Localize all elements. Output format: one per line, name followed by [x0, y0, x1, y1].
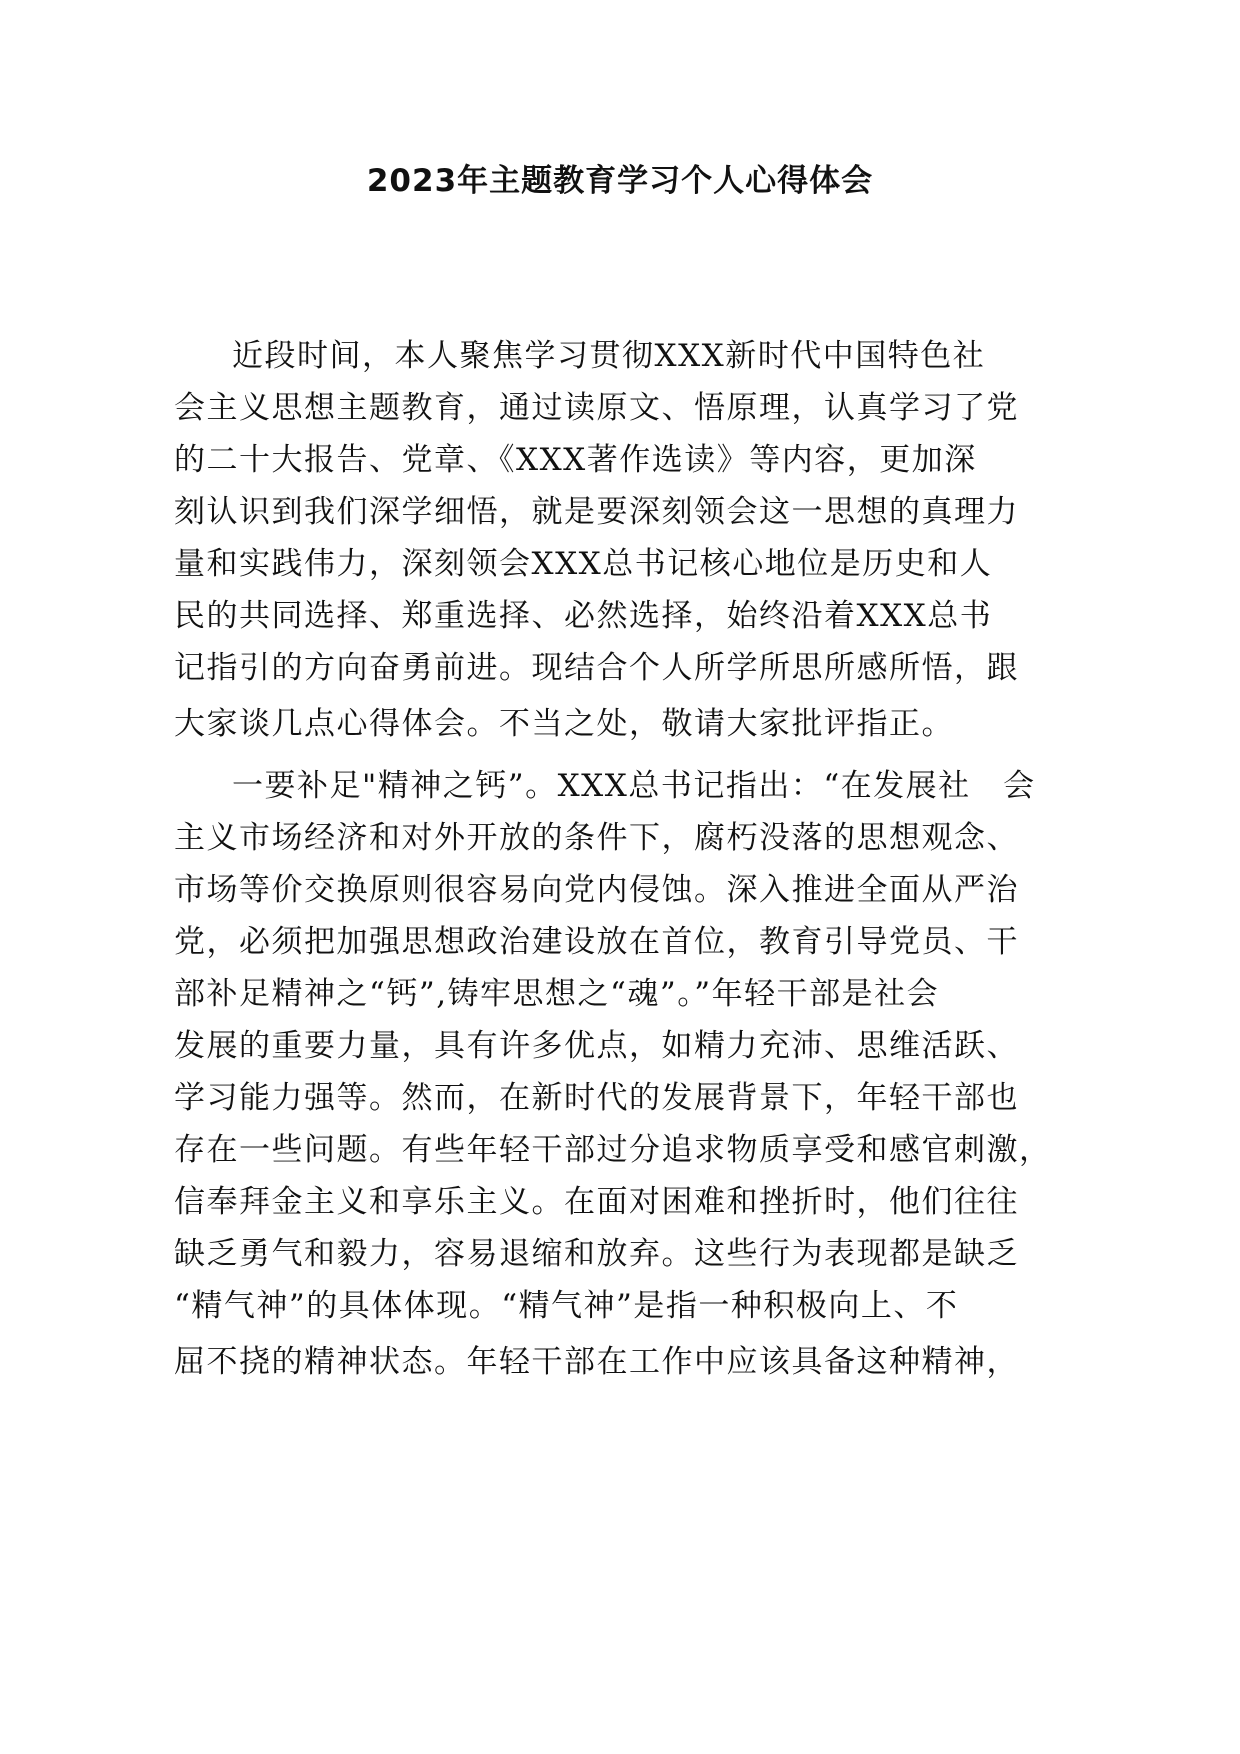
paragraph-2-line: 屈不挠的精神状态。年轻干部在工作中应该具备这种精神，	[174, 1344, 1019, 1380]
paragraph-2-line: 党，必须把加强思想政治建设放在首位，教育引导党员、干	[174, 924, 1019, 960]
paragraph-2-line: 发展的重要力量，具有许多优点，如精力充沛、思维活跃、	[174, 1028, 1019, 1064]
paragraph-2-line: 信奉拜金主义和享乐主义。在面对困难和挫折时，他们往往	[174, 1184, 1019, 1220]
paragraph-2-line: “精气神”的具体体现。“精气神”是指一种积极向上、不	[174, 1288, 959, 1324]
paragraph-2-line: 学习能力强等。然而，在新时代的发展背景下，年轻干部也	[174, 1080, 1019, 1116]
paragraph-1-line: 的二十大报告、党章、《XXX著作选读》等内容，更加深	[174, 442, 977, 478]
paragraph-2-line: 市场等价交换原则很容易向党内侵蚀。深入推进全面从严治	[174, 872, 1019, 908]
paragraph-2-line: 存在一些问题。有些年轻干部过分追求物质享受和感官刺激，	[174, 1132, 1052, 1168]
paragraph-1-line: 民的共同选择、郑重选择、必然选择，始终沿着XXX总书	[174, 598, 993, 634]
paragraph-2-line: 一要补足"精神之钙”。XXX总书记指出：“在发展社 会	[232, 768, 1036, 804]
paragraph-2-line: 缺乏勇气和毅力，容易退缩和放弃。这些行为表现都是缺乏	[174, 1236, 1019, 1272]
paragraph-1-line: 记指引的方向奋勇前进。现结合个人所学所思所感所悟，跟	[174, 650, 1019, 686]
paragraph-2-line: 主义市场经济和对外开放的条件下，腐朽没落的思想观念、	[174, 820, 1019, 856]
paragraph-1-line: 刻认识到我们深学细悟，就是要深刻领会这一思想的真理力	[174, 494, 1019, 530]
paragraph-1-line: 量和实践伟力，深刻领会XXX总书记核心地位是历史和人	[174, 546, 993, 582]
paragraph-1-line: 大家谈几点心得体会。不当之处，敬请大家批评指正。	[174, 706, 954, 742]
paragraph-1-line: 会主义思想主题教育，通过读原文、悟原理，认真学习了党	[174, 390, 1019, 426]
paragraph-1-line: 近段时间，本人聚焦学习贯彻XXX新时代中国特色社	[232, 338, 986, 374]
document-title: 2023年主题教育学习个人心得体会	[366, 163, 874, 199]
paragraph-2-line: 部补足精神之“钙”,铸牢思想之“魂”。”年轻干部是社会	[174, 976, 940, 1012]
